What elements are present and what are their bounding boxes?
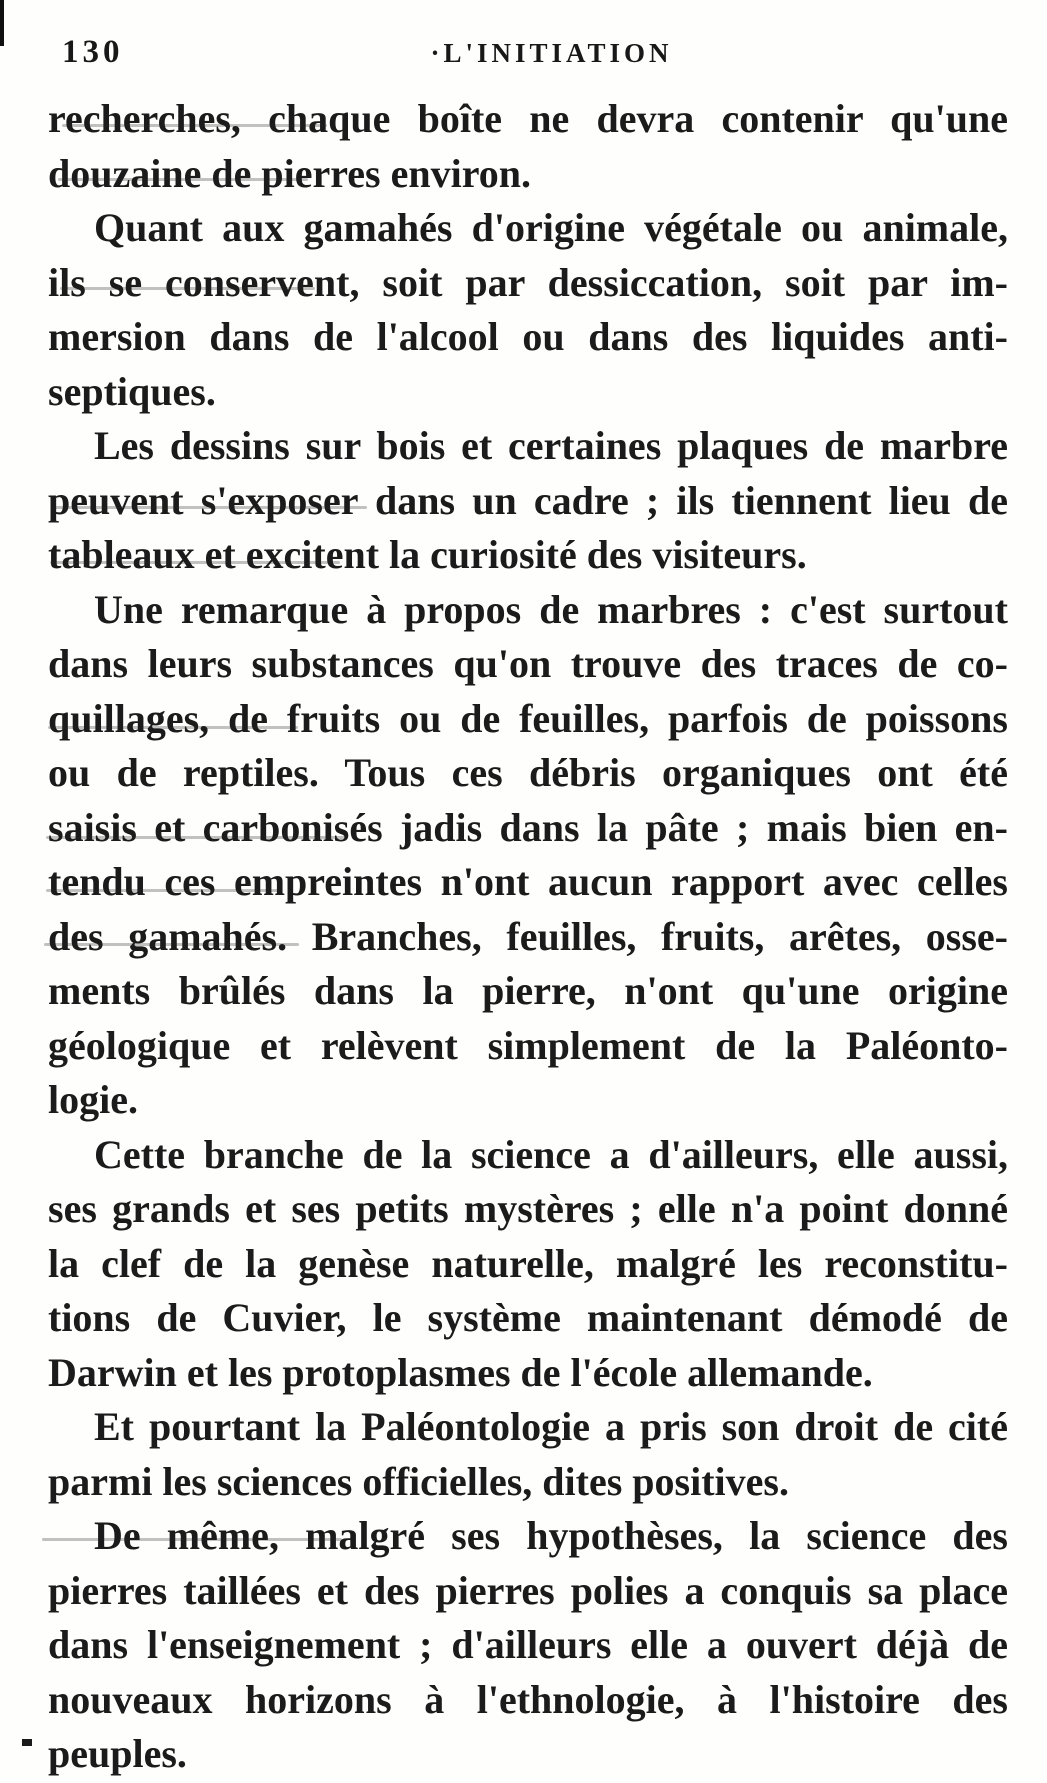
body-text <box>48 92 1008 1782</box>
text-line: ses grands et ses petits mystères ; elle n'a point donné <box>48 1186 1008 1231</box>
text-line: douzaine de pierres environ. <box>48 150 531 196</box>
text-line: tableaux et excitent la curiosité des visiteurs. <box>48 532 807 577</box>
text-line: quillages, de fruits ou de feuilles, parfois de poissons <box>48 695 1008 741</box>
paragraph <box>48 201 1008 419</box>
paragraph <box>48 583 1008 1128</box>
text-line: la clef de la genèse naturelle, malgré les reconstitu- <box>48 1240 1008 1286</box>
text-line: ments brûlés dans la pierre, n'ont qu'une origine <box>48 968 1008 1013</box>
text-line: géologique et relèvent simplement de la Paléonto- <box>48 1022 1008 1068</box>
text-line: parmi les sciences officielles, dites positives. <box>48 1458 789 1504</box>
text-line: De même, malgré ses hypothèses, la science des <box>94 1513 1008 1558</box>
text-line: ils se conservent, soit par dessiccation, soit par im- <box>48 259 1008 305</box>
journal-title: ·L'INITIATION <box>430 38 673 68</box>
text-line: nouveaux horizons à l'ethnologie, à l'histoire des <box>48 1676 1008 1722</box>
text-line: Darwin et les protoplasmes de l'école allemande. <box>48 1349 873 1395</box>
text-line: recherches, chaque boîte ne devra contenir qu'une <box>48 96 1008 141</box>
text-line: dans l'enseignement ; d'ailleurs elle a ouvert déjà de <box>48 1622 1008 1667</box>
text-line: septiques. <box>48 368 216 414</box>
paragraph <box>48 1509 1008 1782</box>
paragraph <box>48 92 1008 201</box>
paragraph <box>48 419 1008 583</box>
page-number: 130 <box>62 34 124 70</box>
text-line: Quant aux gamahés d'origine végétale ou animale, <box>94 205 1008 250</box>
text-line: peuvent s'exposer dans un cadre ; ils tiennent lieu de <box>48 477 1008 523</box>
text-line: pierres taillées et des pierres polies a conquis sa place <box>48 1567 1008 1613</box>
paragraph <box>48 1400 1008 1509</box>
text-line: des gamahés. Branches, feuilles, fruits, arêtes, osse- <box>48 913 1008 959</box>
text-line: tions de Cuvier, le système maintenant démodé de <box>48 1295 1008 1340</box>
text-line: Et pourtant la Paléontologie a pris son droit de cité <box>94 1404 1008 1449</box>
text-line: mersion dans de l'alcool ou dans des liquides anti- <box>48 314 1008 359</box>
page-header <box>0 30 1047 80</box>
text-line: tendu ces empreintes n'ont aucun rapport avec celles <box>48 859 1008 904</box>
text-line: saisis et carbonisés jadis dans la pâte ; mais bien en- <box>48 804 1008 850</box>
text-line: ou de reptiles. Tous ces débris organiques ont été <box>48 750 1008 795</box>
scan-speck-artifact <box>22 1739 32 1746</box>
paragraph <box>48 1128 1008 1401</box>
text-line: dans leurs substances qu'on trouve des traces de co- <box>48 641 1008 686</box>
text-line: peuples. <box>48 1731 187 1776</box>
text-line: Les dessins sur bois et certaines plaques de marbre <box>94 423 1008 468</box>
text-line: Cette branche de la science a d'ailleurs, elle aussi, <box>94 1131 1008 1177</box>
text-line: logie. <box>48 1077 138 1122</box>
text-line: Une remarque à propos de marbres : c'est surtout <box>94 586 1008 632</box>
